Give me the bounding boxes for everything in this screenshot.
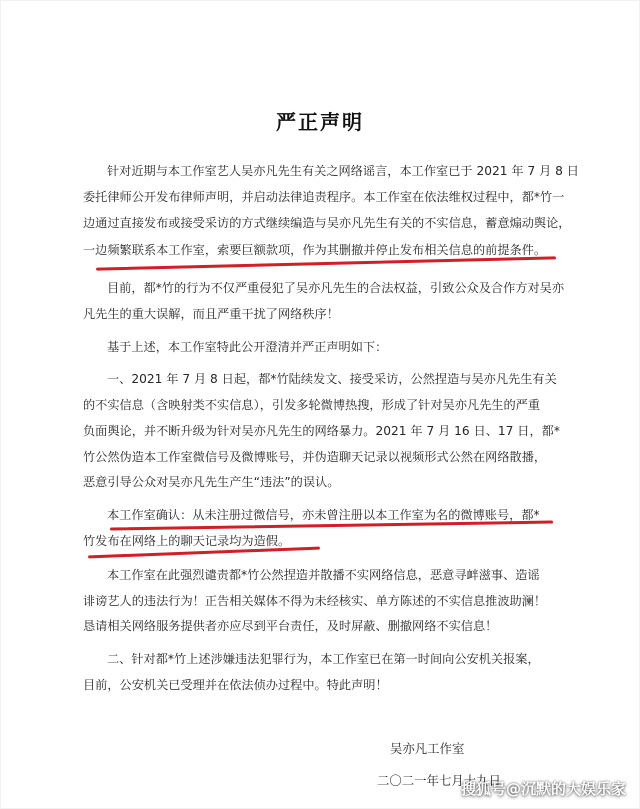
paragraph-line: 恳请相关网络服务提供者亦应尽到平台责任，及时屏蔽、删撤网络不实信息！ — [83, 619, 498, 633]
statement-title: 严正声明 — [276, 110, 364, 134]
paragraph-line: 凡先生的重大误解，而且严重干扰了网络秩序！ — [83, 307, 339, 321]
paragraph-line: 委托律师公开发布律师声明，并启动法律追责程序。本工作室在依法维权过程中，都*竹一 — [83, 190, 565, 204]
paragraph-line: 竹发布在网络上的聊天记录均为造假。 — [83, 534, 291, 548]
paragraph-line: 目前，公安机关已受理并在依法侦办过程中。特此声明！ — [83, 678, 388, 692]
paragraph-line: 一边频繁联系本工作室，索要巨额款项，作为其删撤并停止发布相关信息的前提条件。 — [83, 243, 547, 257]
paragraph-line: 边通过直接发布或接受采访的方式继续编造与吴亦凡先生有关的不实信息，蓄意煽动舆论， — [83, 216, 571, 230]
paragraph-line: 目前，都*竹的行为不仅严重侵犯了吴亦凡先生的合法权益，引致公众及合作方对吴亦 — [107, 281, 565, 295]
paragraph-line: 负面舆论，并不断升级为针对吴亦凡先生的网络暴力。2021 年 7 月 16 日、17 日，都* — [83, 424, 560, 438]
paragraph-line: 一、2021 年 7 月 8 日起，都*竹陆续发文、接受采访，公然捏造与吴亦凡先生有关 — [107, 372, 557, 386]
paragraph-line: 基于上述，本工作室特此公开澄清并严正声明如下： — [107, 340, 388, 354]
paragraph-line: 的不实信息（含映射类不实信息），引发多轮微博热搜，形成了针对吴亦凡先生的严重 — [83, 398, 541, 412]
paragraph-line: 恶意引导公众对吴亦凡先生产生“违法”的误认。 — [83, 475, 340, 489]
paragraph-line: 二、针对都*竹上述涉嫌违法犯罪行为，本工作室已在第一时间向公安机关报案， — [107, 652, 540, 666]
paragraph-line: 竹公然伪造本工作室微信号及微博账号，并伪造聊天记录以视频形式公然在网络散播， — [83, 450, 547, 464]
paragraph-line: 诽谤艺人的违法行为！正告相关媒体不得为未经核实、单方陈述的不实信息推波助澜！ — [83, 594, 547, 608]
paragraph-line: 本工作室确认：从未注册过微信号，亦未曾注册以本工作室为名的微博账号，都* — [107, 508, 540, 522]
signature-date: 二〇二一年七月十九日 — [377, 773, 501, 788]
watermark-text: 搜狐号@沉默的大娱乐家 — [460, 780, 626, 798]
paragraph-line: 针对近期与本工作室艺人吴亦凡先生有关之网络谣言，本工作室已于 2021 年 7 月 8 日 — [107, 164, 579, 178]
signature-studio: 吴亦凡工作室 — [390, 741, 465, 756]
paragraph-line: 本工作室在此强烈谴责都*竹公然捏造并散播不实网络信息，恶意寻衅滋事、造谣 — [107, 568, 540, 582]
